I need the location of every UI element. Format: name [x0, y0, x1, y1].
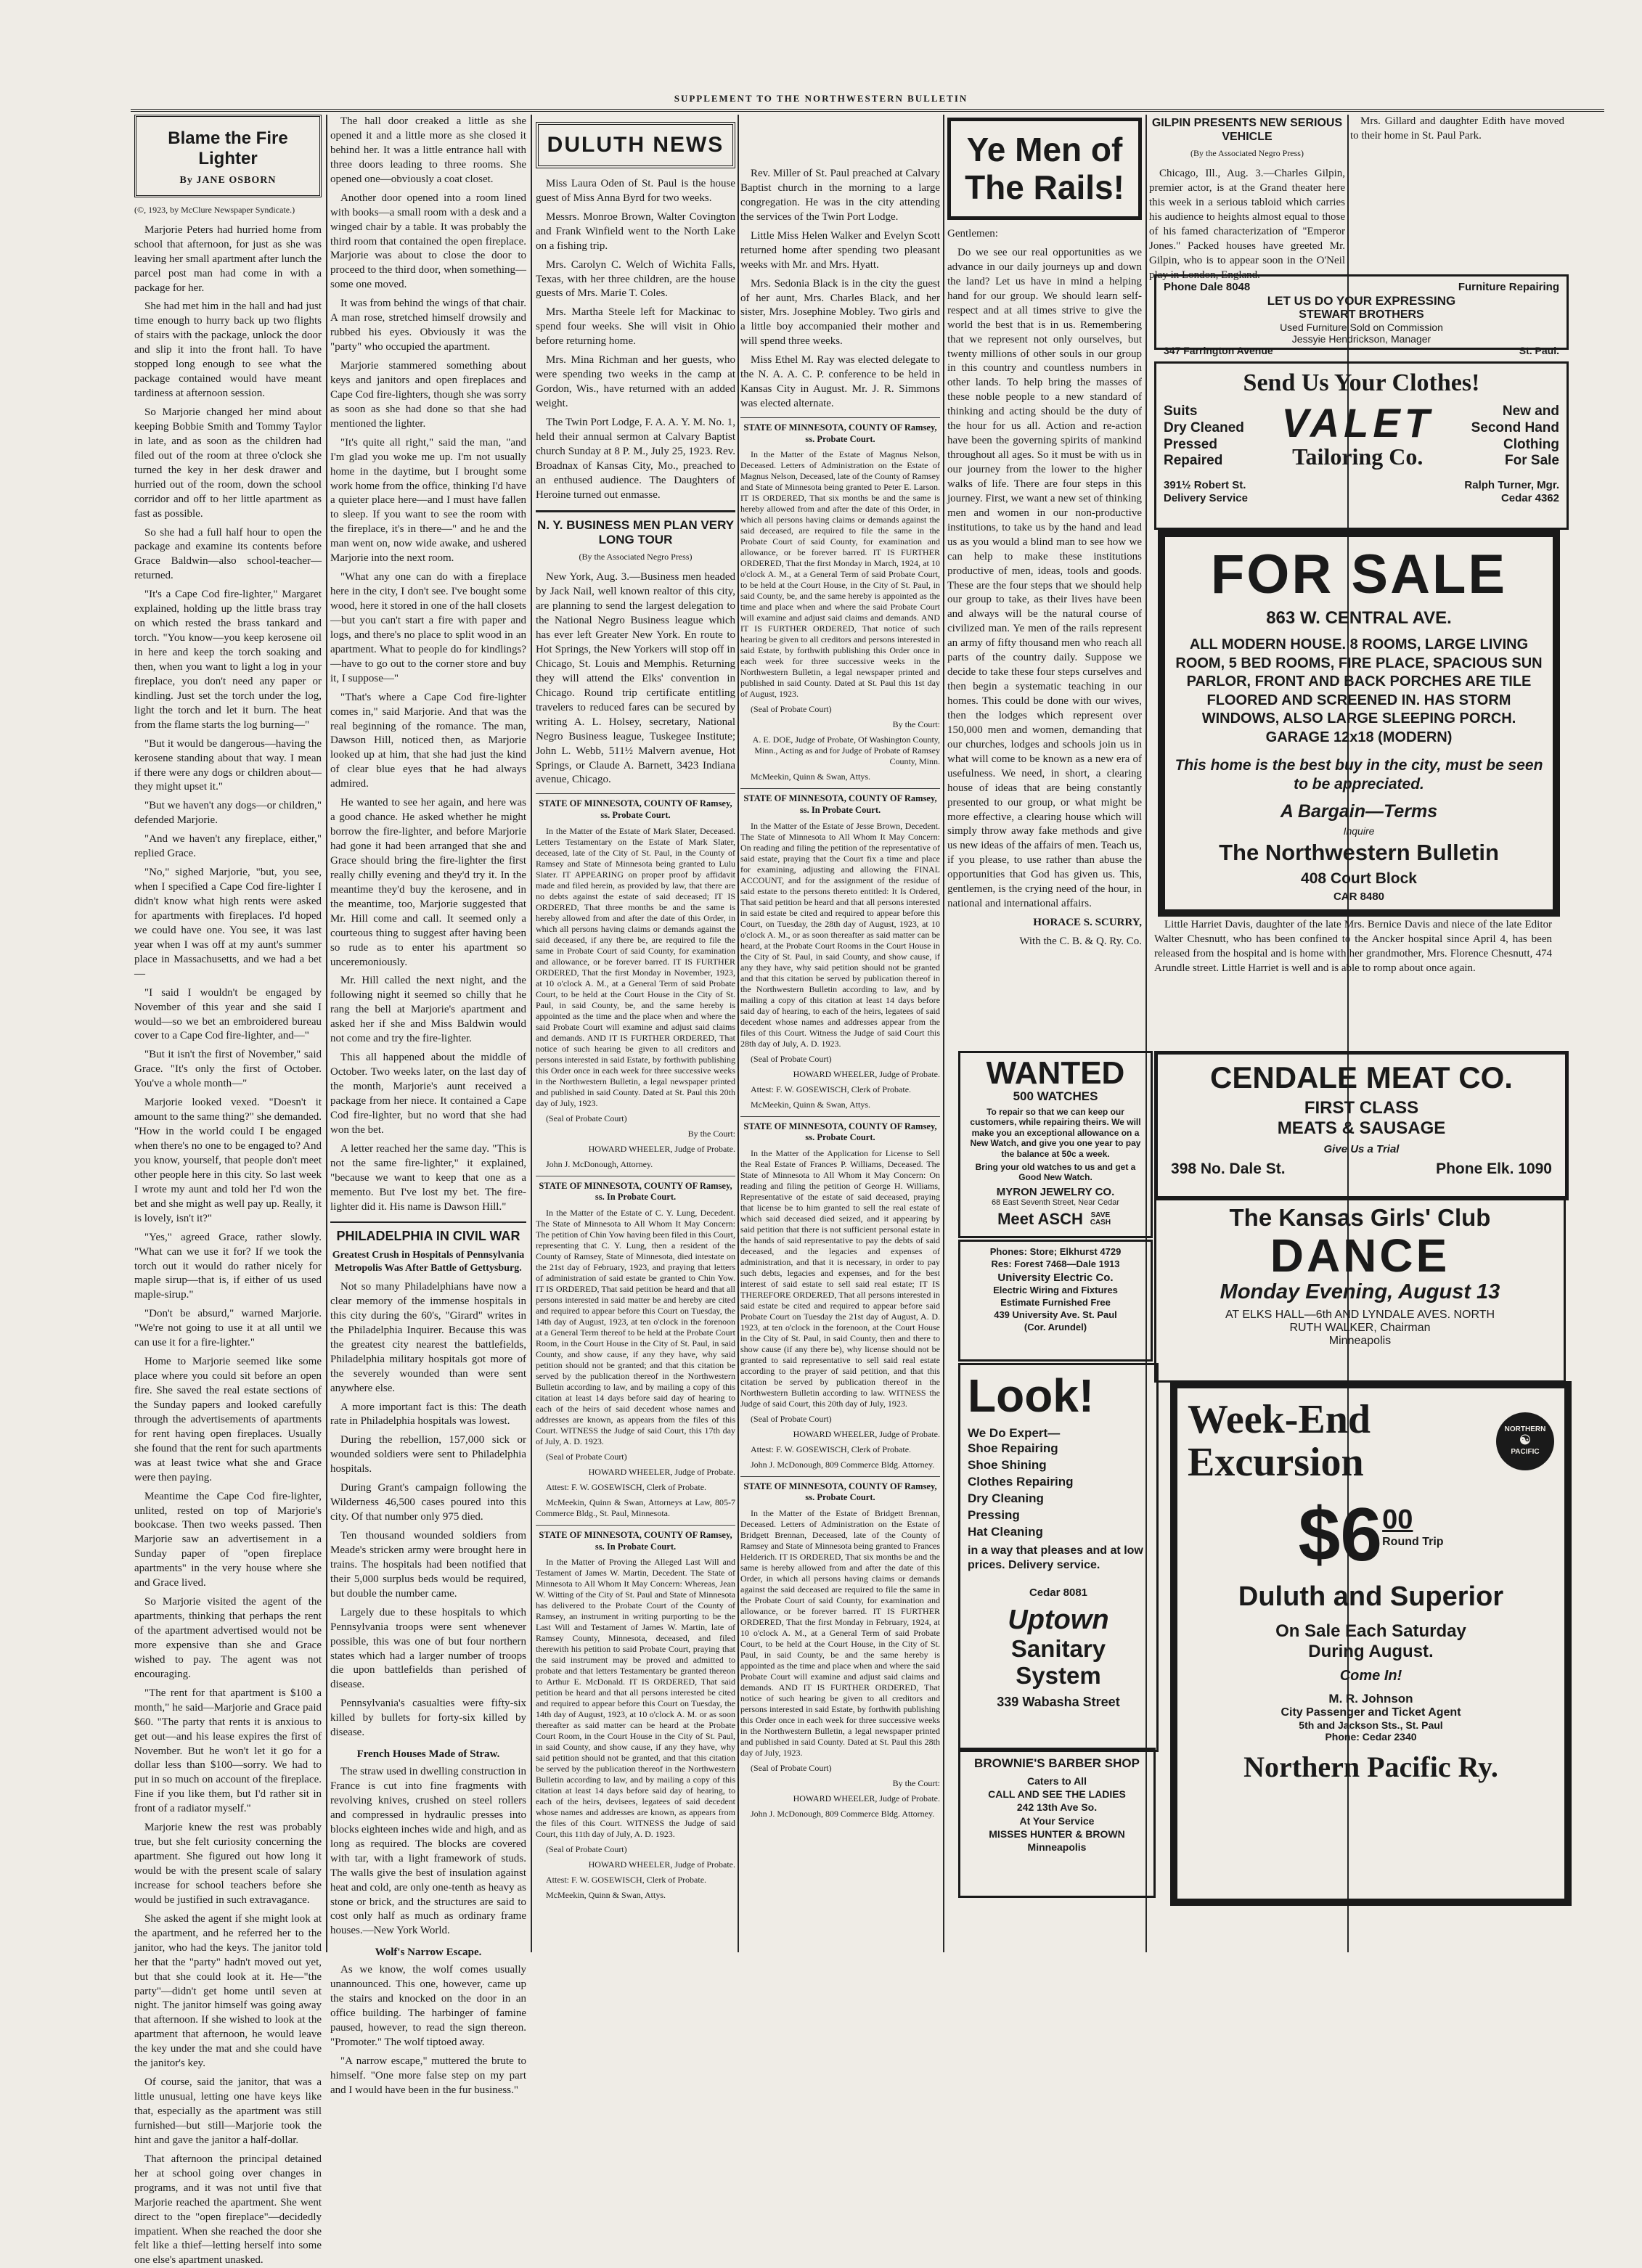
duluth-news-continued	[740, 167, 940, 412]
ue-phones: Phones: Store; Elkhurst 4729	[989, 1246, 1122, 1257]
look-title: Look!	[968, 1370, 1095, 1422]
wanted-watches-ad	[958, 1051, 1153, 1238]
story-paragraph: Marjorie stammered something about keys and janitors and open fireplaces and Cape Cod fire-lighters, though she was sorry as soon as she had done so that she had mentioned the lighter.	[330, 360, 526, 430]
legal-judge: HOWARD WHEELER, Judge of Probate.	[588, 1143, 735, 1154]
story-paragraph: "But it isn't the first of November," said Grace. "It's only the first of October. You've a whole month—"	[134, 1049, 322, 1090]
stewart-address-row	[1164, 345, 1559, 357]
cendale-meat-ad	[1154, 1051, 1569, 1200]
excursion-price-detail	[1382, 1505, 1443, 1549]
legal-atty: John J. McDonough, Attorney.	[546, 1158, 653, 1169]
story-paragraph: "It's a Cape Cod fire-lighter," Margaret explained, holding up the little brass tray on which rested the brass tankard and torch. "You know—you keep kerosene oil in here and keep the torch soaking and then, when you want to light a log in your fireplace, you don't need any paper or kindling. Just set the torch under the log, light the torch and let it burn. The heat from the flame starts the log burning—"	[134, 589, 322, 731]
duluth-masthead: DULUTH NEWS	[536, 122, 735, 168]
valet-address: 391½ Robert St.	[1164, 479, 1246, 491]
dance-place: AT ELKS HALL—6th AND LYNDALE AVES. NORTH	[1225, 1309, 1495, 1322]
for-sale-description: ALL MODERN HOUSE. 8 ROOMS, LARGE LIVING ROOM, 5 BED ROOMS, FIRE PLACE, SPACIOUS SUN PARLOR, FRONT AND BACK PORCHES ARE TILE FLOORED AND SCREENED IN. HAS STORM WINDOWS, ALSO LARGE SLEEPING PORCH. GARAGE 12x18 (MODERN)	[1175, 636, 1543, 745]
story-paragraph: "But it would be dangerous—having the kerosene standing about that way. I mean if there were any dogs or children about—they might upset it."	[134, 737, 322, 793]
for-sale-address: 863 W. CENTRAL AVE.	[1266, 608, 1452, 628]
legal-head: STATE OF MINNESOTA, COUNTY OF Ramsey, ss. Probate Court.	[743, 422, 937, 444]
look-service: Clothes Repairing	[968, 1474, 1074, 1489]
story-paragraph: Home to Marjorie seemed like some place where you could sit before an open fire. She saved the real estate sections of the Sunday papers and looked carefully through the advertisements of apartments for rent having open fireplaces. Usually she found that the rent for such apartments was at least twice what she and Grace were then paying.	[134, 1356, 322, 1483]
stewart-manager: Jessyie Hendrickson, Manager	[1291, 333, 1431, 345]
brownie-city: Minneapolis	[1027, 1841, 1087, 1854]
excursion-header	[1188, 1399, 1554, 1484]
legal-attest: Attest: F. W. GOSEWISCH, Clerk of Probate.	[751, 1444, 912, 1454]
story-paragraph: He wanted to see her again, and here was a good chance. He asked whether he might borrow the fire-lighter, and before Marjorie had gone it had been arranged that she and Grace should bring the fire-lighter the first really chilly evening and they'd try it. In the meantime they'd buy the kerosene, and in the meantime, too, Marjorie suggested that Mr. Hill come and call. It seemed only a courteous thing to suggest after having been so rude as to enter his apartment so unceremoniously.	[330, 797, 526, 968]
story-byline: By JANE OSBORN	[179, 175, 277, 187]
stewart-address: 347 Farrington Avenue	[1164, 345, 1273, 356]
story-paragraph: Of course, said the janitor, that was a little unusual, letting one have keys like that, especially as the apartment was still furnished—but still—Marjorie took the hint and gave the janitor a half-dollar.	[134, 2076, 322, 2146]
excursion-title-2: Excursion	[1188, 1439, 1364, 1485]
brownie-line-1: Caters to All	[1027, 1775, 1087, 1788]
philly-paragraph: Pennsylvania's casualties were fifty-six killed by bullets for forty-six killed by disease.	[330, 1698, 526, 1739]
story-paragraph: "And we haven't any fireplace, either," replied Grace.	[134, 833, 322, 860]
dance-date: Monday Evening, August 13	[1220, 1280, 1500, 1304]
column-3	[536, 115, 735, 1960]
story-paragraph: "That's where a Cape Cod fire-lighter comes in," said Marjorie. And that was the real beginning of the romance. The man, Dawson Hill, noticed then, as Marjorie looked up at him, that she had just the kind of clear blue eyes that he had always admired.	[330, 691, 526, 790]
legal-notice	[740, 1116, 940, 1470]
duluth-news-body	[536, 177, 735, 503]
dance-chair: RUTH WALKER, Chairman	[1289, 1322, 1431, 1335]
story-body	[134, 224, 322, 2268]
legal-seal: (Seal of Probate Court)	[751, 1053, 832, 1064]
duluth-paragraph: Rev. Miller of St. Paul preached at Calvary Baptist church in the morning to a large congregation. He was in the city attending the services of the Twin Port Lodge.	[740, 168, 940, 223]
valet-head: Send Us Your Clothes!	[1243, 369, 1480, 396]
wanted-body: To repair so that we can keep our customers, while repairing theirs. We will make you an exceptional allowance on a New Watch, and give you one year to pay the balance at 50c a week.	[970, 1107, 1141, 1159]
valet-services-right	[1471, 404, 1559, 470]
philly-paragraph: During Grant's campaign following the Wilderness 46,500 cases poured into this city. Of that number only 975 died.	[330, 1482, 526, 1523]
ny-headline: N. Y. BUSINESS MEN PLAN VERY LONG TOUR	[536, 510, 735, 548]
look-phone: Cedar 8081	[1029, 1587, 1088, 1600]
for-sale-ad	[1158, 530, 1560, 917]
legal-atty: John J. McDonough, 809 Commerce Bldg. Attorney.	[751, 1809, 935, 1819]
look-tagline: in a way that pleases and at low prices. Delivery service.	[968, 1544, 1143, 1572]
legal-notice	[740, 788, 940, 1110]
valet-middle	[1164, 400, 1559, 470]
legal-attest: Attest: F. W. GOSEWISCH, Clerk of Probate.	[751, 1084, 912, 1094]
column-rule	[531, 115, 532, 1952]
gilpin-paragraph: Chicago, Ill., Aug. 3.—Charles Gilpin, premier actor, is at the Grand theater here this week in a serious tabloid which carries his audience to heights almost equal to those of his famed characterization of "Emperor Jones." Packed houses have greeted Mr. Gilpin, who is to appear soon in the O'Neil play in London, England.	[1149, 168, 1345, 281]
story-paragraph: She asked the agent if she might look at the apartment, and he referred her to the janitor, who had the keys. The janitor told her that the "party" hadn't moved out yet, but that she could look at it. He—"the party"—didn't get home until seven at night. The janitor himself was going away that afternoon. If she wished to look at the apartment that afternoon, he would leave the key under the mat and she could have the janitor's key.	[134, 1912, 322, 2070]
legal-body: In the Matter of the Estate of Magnus Nelson, Deceased. Letters of Administration on the Estate of Magnus Nelson, Deceased, late of the County of Ramsey and State of Minnesota being granted to Peter E. Larson. IT IS ORDERED, That six months be and the same is hereby allowed from and after the date of this Order, in which all persons having claims or demands against the said deceased, are required to file the same in the Probate Court of said County, for examination and allowance, or be forever barred. IT IS FURTHER ORDERED, That the first Monday in March, 1924, at 10 o'clock A. M., at a General Term of said Probate Court, to be held at the Court House, in the City of St. Paul, in said County, be, and the same hereby is appointed as the time and place when and where the said Probate Court will examine and adjust said claims and demands. AND IT IS FURTHER ORDERED, That notice of such hearing be given to all creditors and persons interested in said Estate, by forthwith publishing this Order once in each week for three successive weeks in the Northwestern Bulletin, a legal newspaper printed and published in said County. Dated at St. Paul this 1st day of August, 1923.	[740, 449, 940, 700]
legal-atty: McMeekin, Quinn & Swan, Attys.	[546, 1890, 666, 1901]
valet-services-left	[1164, 404, 1244, 470]
legal-atty: John J. McDonough, 809 Commerce Bldg. Attorney.	[751, 1459, 935, 1470]
stewart-line: Used Furniture Sold on Commission	[1280, 322, 1443, 333]
np-logo-text	[1496, 1412, 1554, 1456]
story-paragraph: "But we haven't any dogs—or children," defended Marjorie.	[134, 800, 322, 827]
story-paragraph: Marjorie Peters had hurried home from school that afternoon, for just as she was leaving her small apartment after lunch the parcel post man had come in with a package for her.	[134, 224, 322, 294]
cendale-title: CENDALE MEAT CO.	[1210, 1060, 1513, 1094]
ye-men-signature: HORACE S. SCURRY,	[1033, 917, 1142, 929]
legal-court: By the Court:	[687, 1128, 735, 1139]
top-rule	[131, 109, 1604, 112]
legal-notice	[536, 793, 735, 1169]
story-paragraph: "Yes," agreed Grace, rather slowly. "What can we use it for? If we took the torch out it would do rather nicely for maple sirup—that is, if either of us used maple-sirup."	[134, 1231, 322, 1301]
legal-head: STATE OF MINNESOTA, COUNTY OF Ramsey, ss. Probate Court.	[743, 1121, 937, 1143]
valet-logo-word: VALET	[1281, 400, 1434, 446]
duluth-paragraph: Mrs. Sedonia Black is in the city the guest of her aunt, Mrs. Charles Black, and her sister, Mrs. Josephine Mobley. Two girls and a little boy accompanied their mother and will spend three weeks.	[740, 277, 940, 348]
story-paragraph: So she had a full half hour to open the package and examine its contents before Grace Baldwin—also school-teacher—returned.	[134, 526, 322, 582]
stewart-head: LET US DO YOUR EXPRESSING	[1267, 294, 1456, 308]
legal-body: In the Matter of the Estate of Mark Slater, Deceased. Letters Testamentary on the Estate of Mark Slater, deceased, late of the City of St. Paul, in the County of Ramsey and State of Minnesota being granted to Lulu Slater. IT APPEARING on proper proof by affidavit made and filed herein, as provided by law, that there are no debts against the estate of said deceased; IT IS ORDERED, That three months be and the same is hereby allowed from and after the date of this Order, in which all persons having claims or demands against the said deceased, if any there be, are required to file the same in Probate Court of said County, for examination and allowance, or be forever barred. IT IS FURTHER ORDERED, That the first Monday in November, 1923, at 10 o'clock A. M., at a General Term of said Probate Court, to be held at the Court House in the City of St. Paul, in said County, be, and the same hereby is appointed as the time and the place when and where the said Probate Court will examine and adjust said claims and demands. AND IT IS FURTHER ORDERED, That notice of such hearing be given to all creditors and persons interested in said Estate, by forthwith publishing this Order once in each week for three successive weeks in the Northwestern Bulletin, a legal newspaper printed and published in said County. Dated at St. Paul this 20th day of July, 1923.	[536, 825, 735, 1108]
wanted-address: 68 East Seventh Street, Near Cedar	[991, 1198, 1120, 1207]
for-sale-block: 408 Court Block	[1301, 870, 1417, 888]
duluth-paragraph: Mrs. Martha Steele left for Mackinac to spend four weeks. She will visit in Ohio before returning home.	[536, 306, 735, 348]
story-paragraph: That afternoon the principal detained her at school going over changes in programs, and it was not until five that Marjorie reached the apartment. She went direct to the "open fireplace"—decidedly impatient. When she reached the door she felt like a thief—letting herself into some one else's apartment unasked.	[134, 2153, 322, 2267]
np-logo-bottom: PACIFIC	[1511, 1447, 1540, 1456]
look-service: Hat Cleaning	[968, 1524, 1043, 1539]
legal-judge: HOWARD WHEELER, Judge of Probate.	[793, 1068, 940, 1079]
ny-body	[536, 570, 735, 787]
ue-address: 439 University Ave. St. Paul	[994, 1309, 1117, 1321]
excursion-price-row	[1188, 1492, 1554, 1577]
excursion-sale: On Sale Each Saturday	[1275, 1621, 1466, 1641]
yemen-paragraph: Do we see our real opportunities as we advance in our daily journeys up and down the land? Let us have in mind a helping hand for our group. We should learn self-respect and at all times strive to give the world the best that is in us. Remembering that we represent not only ourselves, but twenty millions of other souls in our group in this country and countless numbers in other lands. To help bring the masses of these noble people to a new standard of thinking and acting should be the duty of the hour for us all. Action and re-action have been the governing spirits of mankind throughout all ages. So it must be with us in our journey from the lower to the higher walks of life. There are four steps in this journey. First, we want a new set of thinking men and women in our non-productive institutions, to take us by the hand and lead us as you would a blind man to see how we can help to make these institutions productive of men, ideas, tools and goods. These are the four steps that we should help our group to take, as their lives have been and always will be the natural course of civilized man. Ye men of the rails represent an army of fifty thousand men who reach all parts of the country daily. Suppose we decide to take these four steps curselves and then begin a systematic teaching in our homes. This could be done with our wives, then the lodges which represent over 150,000 men and women, demanding that our churches, lodges and schools join us in what will come to be known as a new era of usefulness. We need, in short, a clearing house of ideas that are being constantly presented to our group, or what might be more effective, a clearing house which will simply throw away fake methods and give us new ideas of the affairs of men. Teach us, if you please, to use rather than abuse the opportunities that God has given us. This, gentlemen, is the crying need of the hour, in national and international affairs.	[947, 246, 1142, 910]
legal-notice	[536, 1525, 735, 1901]
look-lead: We Do Expert—	[968, 1426, 1061, 1440]
np-yin-yang: ☯	[1519, 1432, 1532, 1447]
excursion-price: $6	[1298, 1492, 1383, 1577]
story-paragraph: Meantime the Cape Cod fire-lighter, unlited, rested on top of Marjorie's bookcase. Then two weeks passed. Then Marjorie saw an advertisement in a Sunday paper of "open fireplace apartments" in the very house where she and Grace lived.	[134, 1490, 322, 1589]
stewart-name: STEWART BROTHERS	[1299, 308, 1424, 321]
legal-notice	[536, 1176, 735, 1519]
legal-atty: McMeekin, Quinn & Swan, Attorneys at Law, 805-7 Commerce Bldg., St. Paul, Minnesota.	[536, 1497, 735, 1518]
legal-attest: Attest: F. W. GOSEWISCH, Clerk of Probate.	[546, 1481, 707, 1492]
valet-logo-sub: Tailoring Co.	[1292, 443, 1424, 470]
story-paragraph: So Marjorie changed her mind about keeping Bobbie Smith and Tommy Taylor in late, and as soon as the children had filed out of the room at three o'clock she turned the key in her desk drawer and hurried out of the room, down the school corridor and off to her little apartment as fast as possible.	[134, 406, 322, 520]
cendale-phone: Phone Elk. 1090	[1436, 1160, 1552, 1177]
legal-head: STATE OF MINNESOTA, COUNTY OF Ramsey, ss. In Probate Court.	[539, 1529, 732, 1552]
valet-tailoring-ad	[1154, 361, 1569, 530]
northern-pacific-logo-icon	[1496, 1412, 1554, 1470]
legal-notice	[740, 417, 940, 782]
story-body-continued	[330, 115, 526, 1214]
brownie-address: 242 13th Ave So.	[1016, 1801, 1098, 1814]
valet-service: Suits	[1164, 403, 1198, 419]
look-service: Pressing	[968, 1507, 1020, 1522]
duluth-paragraph: Miss Ethel M. Ray was elected delegate to the N. A. A. C. P. conference to be held in Kansas City in August. Mr. J. R. Simmons was elected alternate.	[740, 354, 940, 410]
look-name-1: Uptown	[1008, 1605, 1109, 1636]
story-paragraph: "Don't be absurd," warned Marjorie. "We're not going to use it at all until we can use it for a fire-lighter."	[134, 1308, 322, 1349]
excursion-railway: Northern Pacific Ry.	[1243, 1750, 1498, 1783]
story-paragraph: "The rent for that apartment is $100 a month," he said—Marjorie and Grace paid $60. "The party that rents it is anxious to get out—and his lease expires the first of November. But he won't let it go for a dollar less than $100—sorry. We had to put in so much on account of the fireplace. Fine if you like them, but I'd rather sit in front of a radiator myself."	[134, 1687, 322, 1815]
brownie-owners: MISSES HUNTER & BROWN	[989, 1827, 1125, 1840]
legal-court: By the Court:	[892, 1778, 940, 1788]
legal-notices-left	[536, 793, 735, 1901]
philly-deck: Greatest Crush in Hospitals of Pennsylvania Metropolis Was After Battle of Gettysburg.	[332, 1250, 525, 1274]
stewart-city: St. Paul.	[1519, 345, 1559, 356]
story-title-box	[134, 115, 322, 197]
for-sale-phone: CAR 8480	[1333, 891, 1385, 904]
straw-paragraph: The straw used in dwelling construction in France is cut into fine fragments with revolving knives, crushed on steel rollers and compressed in hydraulic presses into blocks eighteen inches wide and high, and as long as required. The blocks are covered with tar, with a light framework of studs. The walls give the best of insulation against heat and cold, are only one-tenth as heavy as stone or brick, and the structures are said to cost only half as much as ordinary frame houses.—New York World.	[330, 1766, 526, 1937]
excursion-destination: Duluth and Superior	[1238, 1581, 1504, 1612]
university-electric-ad	[958, 1240, 1153, 1362]
uptown-sanitary-ad	[958, 1363, 1159, 1752]
ue-line-1: Electric Wiring and Fixtures	[993, 1285, 1118, 1296]
legal-judge: HOWARD WHEELER, Judge of Probate.	[793, 1428, 940, 1439]
duluth-paragraph: The Twin Port Lodge, F. A. A. Y. M. No. 1, held their annual sermon at Calvary Baptist church Sunday at 8 P. M., July 25, 1923. Rev. Broadnax of Kansas City, Mo., preached to an enthused audience. The Daughters of Heroine turned out enmasse.	[536, 416, 735, 501]
ny-paragraph: New York, Aug. 3.—Business men headed by Jack Nail, well known realtor of this city, are planning to send the largest delegation to the National Negro Business league which has ever left Greater New York. En route to Hot Springs, the New Yorkers will stop off in Chicago, St. Louis and Memphis. Returning they will attend the Elks' convention in Chicago. Round trip certificate entitling travelers to reduced fares can be secured by writing A. L. Holsey, secretary, National Negro Business league, Tuskegee Institute; John L. Webb, 511½ Malvern avenue, Hot Springs, or Claude A. Barnett, 3423 Indiana avenue, Chicago.	[536, 571, 735, 786]
wolf-paragraph: As we know, the wolf comes usually unannounced. This one, however, came up the stairs and knocked on the door in an office building. The harbinger of famine paused, however, to read the sign thereon. "Promoter." The wolf tiptoed away.	[330, 1964, 526, 2048]
legal-body: In the Matter of the Estate of Bridgett Brennan, Deceased. Letters of Administration on the Estate of Bridgett Brennan, Deceased, late of the County of Ramsey and State of Minnesota being granted to Frances Helderich. IT IS ORDERED, That six months be and the same is hereby allowed from and after the date of this Order, in which all persons having claims or demands against the said deceased are required to file the same in the Probate Court of said County, for examination and allowance, or be forever barred. IT IS FURTHER ORDERED, That the first Monday in February, 1924, at 10 o'clock A. M., at a General Term of said Probate Court, to be held at the Court House, in the City of St. Paul, in said County, be and the same hereby is appointed as the time and place when and where the said Probate Court will examine and adjust said claims and demands. AND IT IS FURTHER ORDERED, That notice of such hearing be given to all creditors and persons interested in said Estate, by forthwith publishing this Order once in each week for three successive weeks in the Northwestern Bulletin, a legal newspaper printed and published in said County. Dated at St. Paul this 28th day of July, 1923.	[740, 1508, 940, 1758]
story-paragraph: Another door opened into a room lined with books—a small room with a desk and a winged chair by a table. It was probably the third room that contained the open fireplace. Marjorie was about to close the door to proceed to the third door, when something—some one moved.	[330, 192, 526, 291]
brownie-line-3: At Your Service	[1019, 1814, 1095, 1827]
wanted-title: WANTED	[986, 1055, 1125, 1091]
legal-atty: McMeekin, Quinn & Swan, Attys.	[751, 1099, 870, 1110]
excursion-agent-title: City Passenger and Ticket Agent	[1280, 1706, 1461, 1719]
wolf-headline: Wolf's Narrow Escape.	[375, 1946, 482, 1959]
legal-atty: McMeekin, Quinn & Swan, Attys.	[751, 771, 870, 782]
column-rule	[943, 115, 944, 1952]
legal-notice	[740, 1476, 940, 1819]
gilpin-paragraph: Mrs. Gillard and daughter Edith have moved to their home in St. Paul Park.	[1350, 115, 1564, 142]
excursion-month: During August.	[1308, 1641, 1434, 1661]
valet-service: Repaired	[1164, 453, 1223, 469]
brownie-title: BROWNIE'S BARBER SHOP	[974, 1756, 1140, 1770]
excursion-come-in: Come In!	[1339, 1667, 1402, 1684]
philly-body	[330, 1280, 526, 1740]
legal-seal: (Seal of Probate Court)	[751, 1763, 832, 1773]
brownies-barber-ad	[958, 1748, 1156, 1898]
legal-seal: (Seal of Probate Court)	[546, 1451, 627, 1462]
legal-body: In the Matter of the Estate of C. Y. Lung, Decedent. The State of Minnesota to All Whom It May Concern: The petition of Chin Yow having been filed in this Court, representing that C. Y. Lung, then a resident of the County of Ramsey, State of Minnesota, died intestate on the 21st day of February, 1923, and praying that letters of administration of said estate be granted to Chin Yow. IT IS ORDERED, That said petition be heard and that all persons interested in said matter be and hereby are cited and required to appear before this Court on Tuesday, the 14th day of August, 1923, at ten o'clock in the forenoon at a General Term thereof to be held at the Probate Court Room, in the Court House in the City of St. Paul, in said County, and show cause, if any they have, why said petition should not be granted; and that this citation be served by the publication thereof in the Northwestern Bulletin according to law, and by mailing a copy of this citation at least 14 days before said day of hearing to each of the heirs of said decedent whose names and addresses are known, as appears from the files of this Court. WITNESS the Judge of said Court, this 17th day of July, A. D. 1923.	[536, 1207, 735, 1446]
wanted-body-2: Bring your old watches to us and get a Good New Watch.	[975, 1161, 1136, 1183]
dance-head: The Kansas Girls' Club	[1229, 1204, 1491, 1231]
excursion-title	[1188, 1399, 1371, 1484]
valet-delivery-row	[1164, 492, 1559, 505]
valet-offer: Clothing	[1503, 436, 1559, 452]
ue-cross: (Cor. Arundel)	[1024, 1321, 1087, 1332]
legal-seal: (Seal of Probate Court)	[751, 704, 832, 715]
column-rule	[738, 115, 739, 1952]
stewart-top-row	[1164, 281, 1559, 294]
duluth-paragraph: Messrs. Monroe Brown, Walter Covington and Frank Winfield went to the North Lake on a fishing trip.	[536, 210, 735, 252]
legal-notices-right	[740, 417, 940, 1819]
look-name-2: Sanitary System	[1010, 1635, 1106, 1689]
look-service: Shoe Shining	[968, 1457, 1047, 1472]
philly-paragraph: Not so many Philadelphians have now a clear memory of the immense hospitals in this city during the 60's, "Girard" writes in the Philadelphia Inquirer. Because this was the greatest city nearest the battlefields, Philadelphia military hospitals got more of the severely wounded than were sent anywhere else.	[330, 1281, 526, 1394]
legal-judge: HOWARD WHEELER, Judge of Probate.	[793, 1793, 940, 1804]
wanted-meet-row	[965, 1210, 1146, 1229]
story-paragraph: Mr. Hill called the next night, and the following night it seemed so chilly that he rang the bell at Marjorie's apartment and asked her if she and Miss Baldwin would not come and try the fire-lighter.	[330, 975, 526, 1045]
look-service: Shoe Repairing	[968, 1441, 1058, 1455]
ye-men-letter	[947, 246, 1142, 912]
cendale-address: 398 No. Dale St.	[1171, 1160, 1286, 1177]
legal-judge: HOWARD WHEELER, Judge of Probate.	[588, 1466, 735, 1477]
story-paragraph: Marjorie knew the rest was probably true, but she felt curiosity concerning the apartment. She figured out how long it would be with the present scale of salary increase for school teachers before she would be justified in such extravagance.	[134, 1822, 322, 1906]
cendale-line-1: FIRST CLASS	[1304, 1098, 1419, 1118]
legal-body: In the Matter of the Estate of Jesse Brown, Decedent. The State of Minnesota to All Whom It May Concern: On reading and filing the petition of the representative of said estate, praying that the Court fix a time and place for examining, adjusting and allowing the FINAL ACCOUNT, and for the assignment of the residue of said estate to the persons thereto entitled: It Is Ordered, That said petition be heard and that all persons interested in said estate be cited and required to appear before this Court, on Tuesday, the 28th day of August, 1923, at 10 o'clock A. M., or as soon thereafter as said matter can be heard, at the Probate Court Rooms in the Court House in the City of St. Paul, in said County, and show cause, if any they have, why said petition should not be granted and that this citation be served by publication thereof in the Northwestern Bulletin according to law, and by mailing a copy of this citation at least 14 days before said day of hearing, to each of the heirs, legatees of said decedent whose names and addresses appear from the files of this Court. Witness the Judge of said Court this 28th day of July, A. D. 1923.	[740, 820, 940, 1049]
legal-body: In the Matter of the Application for License to Sell the Real Estate of Frances P. Williams, Deceased. The State of Minnesota to All Whom it May Concern: On reading and filing the petition of George H. Williams, Representative of the estate of said deceased, praying that license be to him granted to sell the real estate of which said deceased died seized, and it appearing by said petition that there is not sufficient personal estate in the hands of said representative to pay the debts of said deceased, and the legacies and expenses of administration, and that it is necessary, in order to pay such debts, legacies and expenses, and for the best interest of said estate to sell said real estate; IT IS THEREFORE ORDERED, That all persons interested in said estate be cited and required to appear before said Probate Court on Tuesday the 21st day of August, A. D. 1923, at ten o'clock in the forenoon, at the Court House in the City of St. Paul, in said County, then and there to show cause (if any there be), why license should not be granted to said representative to sell said real estate according to the prayer of said petition, and that this citation be served by publication thereof in the Northwestern Bulletin according to law. WITNESS the Judge of said Court, this 20th day of July, 1923.	[740, 1147, 940, 1409]
ye-men-salutation: Gentlemen:	[947, 228, 998, 240]
for-sale-inquire: Inquire	[1343, 825, 1375, 838]
legal-judge: A. E. DOE, Judge of Probate, Of Washington County, Minn., Acting as and for Judge of Probate of Ramsey County, Minn.	[752, 734, 940, 767]
for-sale-title: FOR SALE	[1210, 544, 1508, 605]
ye-men-signature-title: With the C. B. & Q. Ry. Co.	[1019, 936, 1142, 948]
for-sale-tagline: This home is the best buy in the city, must be seen to be appreciated.	[1175, 756, 1543, 793]
legal-head: STATE OF MINNESOTA, COUNTY OF Ramsey, ss. In Probate Court.	[539, 1180, 732, 1203]
cendale-line-2: MEATS & SAUSAGE	[1277, 1118, 1446, 1138]
philly-paragraph: During the rebellion, 157,000 sick or wounded soldiers were sent to Philadelphia hospitals.	[330, 1434, 526, 1475]
look-service: Dry Cleaning	[968, 1491, 1044, 1505]
dance-title: DANCE	[1270, 1229, 1450, 1282]
duluth-paragraph: Miss Laura Oden of St. Paul is the house guest of Miss Anna Byrd for two weeks.	[536, 177, 735, 204]
straw-headline: French Houses Made of Straw.	[356, 1748, 500, 1761]
excursion-round-trip: Round Trip	[1382, 1535, 1444, 1548]
legal-body: In the Matter of Proving the Alleged Last Will and Testament of James W. Martin, Decedent. The State of Minnesota to All Whom It May Concern: Whereas, Jean W. Witting of the City of St. Paul and State of Minnesota has delivered to the Probate Court of the County of Ramsey, an instrument in writing purporting to be the Last Will and Testament of James W. Martin, late of Ramsey County, Minnesota, deceased, and filed therewith his petition to said Probate Court, praying that the said instrument may be proved and admitted to probate and that letters Testamentary be granted thereon to Arthur E. McDonald. IT IS ORDERED, That said petition be heard and that all persons interested be cited and required to appear before this Court on Tuesday, the 14th day of August, 1923, at 10 o'clock A. M. or as soon thereafter as said matter can be heard at the Probate Court Room, in the Court House in the City of St. Paul, in said County, and show cause, if any they have, why said petition should not be granted, and that this citation be served by the publication thereof in the Northwestern Bulletin according to law, and by mailing a copy of this citation at least 14 days before said day of hearing, to each of the heirs, devisees, legatees of said decedent whose names and addresses are known, as appears from the files of this Court. WITNESS the Judge of said Court, this 11th day of July, A. D. 1923.	[536, 1557, 735, 1840]
brownie-line-2: CALL AND SEE THE LADIES	[988, 1788, 1126, 1801]
legal-court: By the Court:	[892, 719, 940, 730]
davis-paragraph: Little Harriet Davis, daughter of the late Mrs. Bernice Davis and niece of the late Editor Walter Chesnutt, who has been confined to the Ancker hospital since April 4, has been released from the hospital and is home with her grandmother, Mrs. Florence Chesnutt, 474 Arundle street. Little Harriet is well and is able to romp about once again.	[1154, 919, 1552, 974]
legal-head: STATE OF MINNESOTA, COUNTY OF Ramsey, ss. In Probate Court.	[743, 793, 937, 815]
duluth-paragraph: Little Miss Helen Walker and Evelyn Scott returned home after spending two pleasant weeks with Mr. and Mrs. Hyatt.	[740, 229, 940, 271]
dance-city: Minneapolis	[1328, 1335, 1392, 1348]
legal-judge: HOWARD WHEELER, Judge of Probate.	[588, 1859, 735, 1870]
wolf-body	[330, 1963, 526, 2097]
column-2	[330, 115, 526, 2096]
cendale-trial: Give Us a Trial	[1323, 1143, 1400, 1155]
ue-name: University Electric Co.	[997, 1271, 1114, 1284]
gilpin-headline: GILPIN PRESENTS NEW SERIOUS VEHICLE	[1151, 117, 1343, 144]
philly-paragraph: Largely due to these hospitals to which Pennsylvania troops were sent whenever possible, this was one of but four northern states which had a larger number of troops die upon battlefields than perished of disease.	[330, 1606, 526, 1691]
duluth-paragraph: Mrs. Carolyn C. Welch of Wichita Falls, Texas, with her three children, are the house guests of Mrs. Marie T. Coles.	[536, 258, 735, 300]
look-address: 339 Wabasha Street	[997, 1694, 1120, 1709]
valet-mgr: Ralph Turner, Mgr.	[1464, 479, 1559, 491]
stewart-phone: Phone Dale 8048	[1164, 281, 1251, 293]
legal-head: STATE OF MINNESOTA, COUNTY OF Ramsey, ss. Probate Court.	[743, 1481, 937, 1503]
column-rule	[326, 115, 327, 1952]
valet-service: Pressed	[1164, 436, 1217, 452]
wanted-save: SAVE CASH	[1090, 1211, 1111, 1227]
for-sale-paper: The Northwestern Bulletin	[1219, 840, 1499, 866]
valet-offer: Second Hand	[1471, 419, 1559, 435]
story-paragraph: It was from behind the wings of that chair. A man rose, stretched himself drowsily and rubbed his eyes. Obviously it was the "party" who occupied the apartment.	[330, 298, 526, 353]
excursion-cents: 00	[1382, 1504, 1413, 1535]
wanted-store: MYRON JEWELRY CO.	[996, 1185, 1115, 1198]
ye-men-headline: Ye Men of The Rails!	[947, 118, 1142, 220]
story-paragraph: The hall door creaked a little as she opened it and a little more as she closed it behind her. It was a little entrance hall with three doors leading to three rooms. She opened one—obviously a coat closet.	[330, 115, 526, 185]
wanted-meet: Meet ASCH	[997, 1209, 1083, 1228]
straw-body	[330, 1765, 526, 1939]
wanted-subtitle: 500 WATCHES	[1013, 1089, 1098, 1103]
story-paragraph: So Marjorie visited the agent of the apartments, thinking that perhaps the rent of the apartment advertised would not be more expensive than she and Grace wished to pay. The agent was not encouraging.	[134, 1596, 322, 1680]
ue-line-2: Estimate Furnished Free	[1000, 1297, 1111, 1309]
legal-seal: (Seal of Probate Court)	[546, 1113, 627, 1123]
column-4	[740, 115, 940, 1960]
excursion-address: 5th and Jackson Sts., St. Paul	[1299, 1719, 1443, 1731]
philly-paragraph: Ten thousand wounded soldiers from Meade's stricken army were brought here in trains. The hospitals had been notified that their 5,000 surplus beds would be required, but double the number came.	[330, 1530, 526, 1600]
valet-offer: New and	[1502, 403, 1559, 419]
excursion-agent: M. R. Johnson	[1328, 1691, 1413, 1706]
ny-credit: (By the Associated Negro Press)	[579, 552, 693, 562]
story-paragraph: This all happened about the middle of October. Two weeks later, on the last day of the month, Marjorie's aunt received a package from her niece. It contained a Cape Cod fire-lighter, but no word that she had won the bet.	[330, 1052, 526, 1136]
np-logo-top: NORTHERN	[1504, 1425, 1546, 1433]
ue-res: Res: Forest 7468—Dale 1913	[991, 1258, 1120, 1269]
kansas-girls-dance-ad	[1154, 1196, 1566, 1383]
gilpin-credit: (By the Associated Negro Press)	[1190, 148, 1304, 159]
excursion-title-1: Week-End	[1188, 1397, 1371, 1442]
story-paragraph: "What any one can do with a fireplace here in the city, I don't see. I've bought some wood, here it stored in one of the hall closets—but you can't start a fire with paper and logs, and there's no place to split wood in an apartment. What to people do for kindlings?—have to go out to the corner store and buy it, I suppose—"	[330, 571, 526, 684]
running-head: SUPPLEMENT TO THE NORTHWESTERN BULLETIN	[674, 93, 968, 104]
valet-phone: Cedar 4362	[1500, 492, 1559, 504]
valet-delivery: Delivery Service	[1164, 492, 1248, 504]
story-paragraph: A letter reached her the same day. "This is not the same fire-lighter," it explained, "because we want to keep that one as a memento. But I've lost my bet. The fire-lighter did it. His name is Dawson Hill."	[330, 1142, 526, 1213]
story-paragraph: "I said I wouldn't be engaged by November of this year and she said I would—so we bet an embroidered bureau cover to a Cape Cod fire-lighter, and—"	[134, 986, 322, 1042]
duluth-paragraph: Mrs. Mina Richman and her guests, who were spending two weeks in the camp at Gordon, Wis., have returned with an added weight.	[536, 354, 735, 410]
stewart-furniture: Furniture Repairing	[1458, 281, 1559, 293]
for-sale-bargain: A Bargain—Terms	[1280, 801, 1438, 822]
excursion-phone: Phone: Cedar 2340	[1325, 1730, 1417, 1743]
legal-seal: (Seal of Probate Court)	[546, 1844, 627, 1855]
story-paragraph: Marjorie looked vexed. "Doesn't it amount to the same thing?" she demanded. "How in the world could I be engaged when there's no one to be engaged to? And you know, yourself, that people don't meet other people here in this city. So last week I wrote my aunt and told her I'd won the bet and she might as well pay up. Really, it is lovely, isn't it?"	[134, 1097, 322, 1224]
valet-offer: For Sale	[1505, 453, 1559, 469]
cendale-address-row	[1164, 1160, 1559, 1178]
legal-seal: (Seal of Probate Court)	[751, 1413, 832, 1424]
valet-service: Dry Cleaned	[1164, 419, 1244, 435]
northern-pacific-excursion-ad	[1170, 1381, 1572, 1906]
story-credit: (©, 1923, by McClure Newspaper Syndicate.)	[134, 204, 295, 215]
story-paragraph: "It's quite all right," said the man, "and I'm glad you woke me up. I'm not usually home in the daytime, but I brought some work home from the office, thinking I'd have a quieter place here—and I must have fallen to sleep. If you want to see the room with the fireplace, it's in there—" and he and the man went on, now wide awake, and ushered Marjorie into the next room.	[330, 436, 526, 565]
story-title: Blame the Fire Lighter	[168, 128, 288, 168]
story-paragraph: She had met him in the hall and had just time enough to hurry back up two flights of stairs with the package, unlock the door and slip it into the front hall. To have stopped long enough to see what the package contained would have meant tardiness at afternoon session.	[134, 300, 322, 400]
valet-address-row	[1164, 479, 1559, 492]
column-1	[134, 115, 322, 2267]
philly-paragraph: A more important fact is this: The death rate in Philadelphia hospitals was lowest.	[330, 1401, 526, 1428]
davis-item	[1154, 918, 1552, 1038]
story-paragraph: "No," sighed Marjorie, "but, you see, when I specified a Cape Cod fire-lighter I didn't know what high rents were asked for apartments with fireplaces. I'd hoped we could have one. You see, it was last year when I was off at my aunt's summer place in Massachusetts, and we had a bet—	[134, 867, 322, 980]
valet-logo	[1281, 400, 1434, 470]
legal-attest: Attest: F. W. GOSEWISCH, Clerk of Probate.	[546, 1875, 707, 1886]
wolf-paragraph: "A narrow escape," muttered the brute to himself. "One more false step on my part and I would have been in the fur business."	[330, 2055, 526, 2096]
philly-headline: PHILADELPHIA IN CIVIL WAR	[330, 1221, 526, 1245]
stewart-brothers-ad	[1154, 274, 1569, 356]
legal-head: STATE OF MINNESOTA, COUNTY OF Ramsey, ss. Probate Court.	[539, 798, 732, 820]
